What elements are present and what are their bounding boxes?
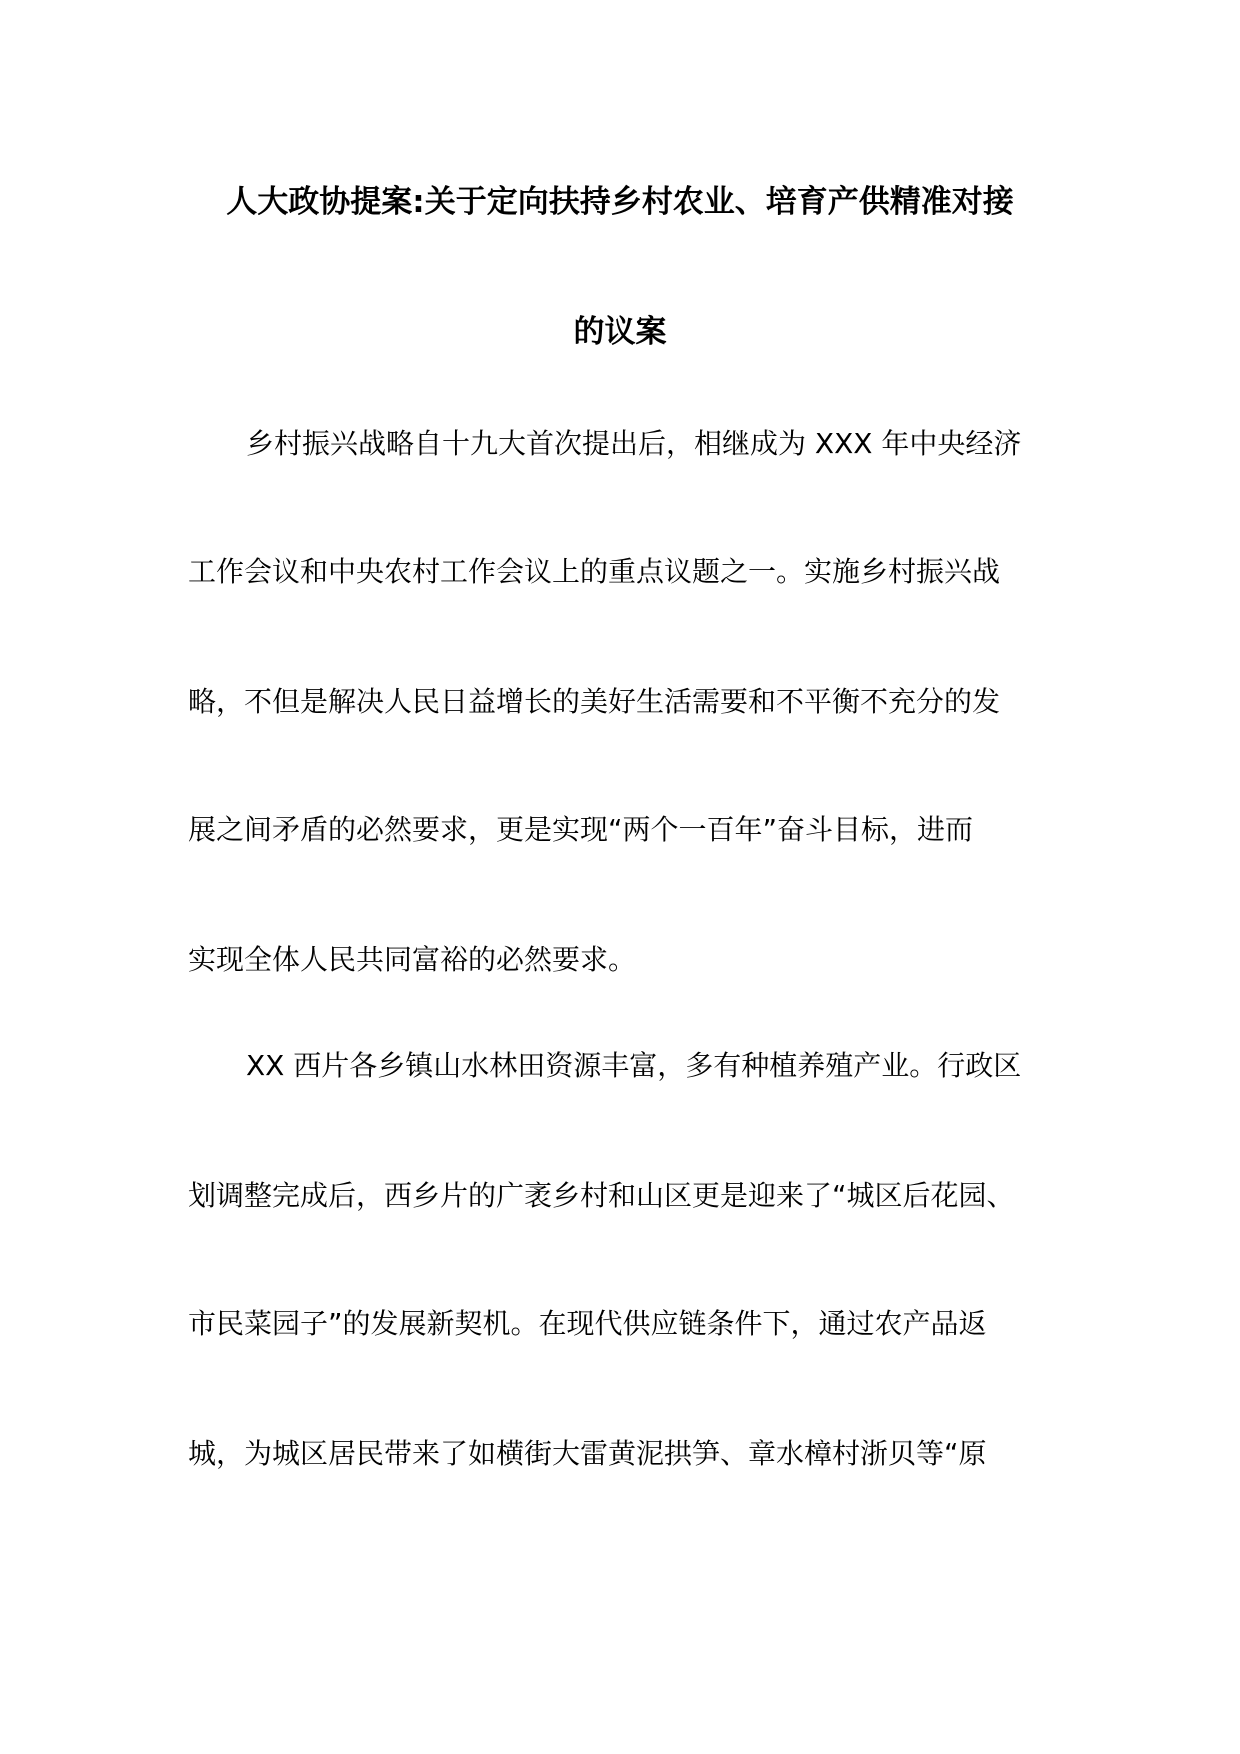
paragraph-1-line-4: 展之间矛盾的必然要求，更是实现“两个一百年”奋斗目标，进而 bbox=[188, 813, 974, 846]
paragraph-1-line-5: 实现全体人民共同富裕的必然要求。 bbox=[188, 943, 637, 976]
document-title-line-1: 人大政协提案:关于定向扶持乡村农业、培育产供精准对接 bbox=[226, 184, 1014, 220]
paragraph-1-line-3: 略，不但是解决人民日益增长的美好生活需要和不平衡不充分的发 bbox=[188, 685, 1001, 718]
paragraph-2-line-3: 市民菜园子”的发展新契机。在现代供应链条件下，通过农产品返 bbox=[188, 1307, 987, 1340]
paragraph-2-line-1: XX 西片各乡镇山水林田资源丰富，多有种植养殖产业。行政区 bbox=[246, 1049, 1022, 1082]
paragraph-1-line-1: 乡村振兴战略自十九大首次提出后，相继成为 XXX 年中央经济 bbox=[246, 427, 1022, 460]
paragraph-2-line-2: 划调整完成后，西乡片的广袤乡村和山区更是迎来了“城区后花园、 bbox=[188, 1179, 1015, 1212]
paragraph-2-line-4: 城，为城区居民带来了如横街大雷黄泥拱笋、章水樟村浙贝等“原 bbox=[188, 1437, 987, 1470]
paragraph-1-line-2: 工作会议和中央农村工作会议上的重点议题之一。实施乡村振兴战 bbox=[188, 555, 1001, 588]
document-title-line-2: 的议案 bbox=[573, 314, 667, 350]
